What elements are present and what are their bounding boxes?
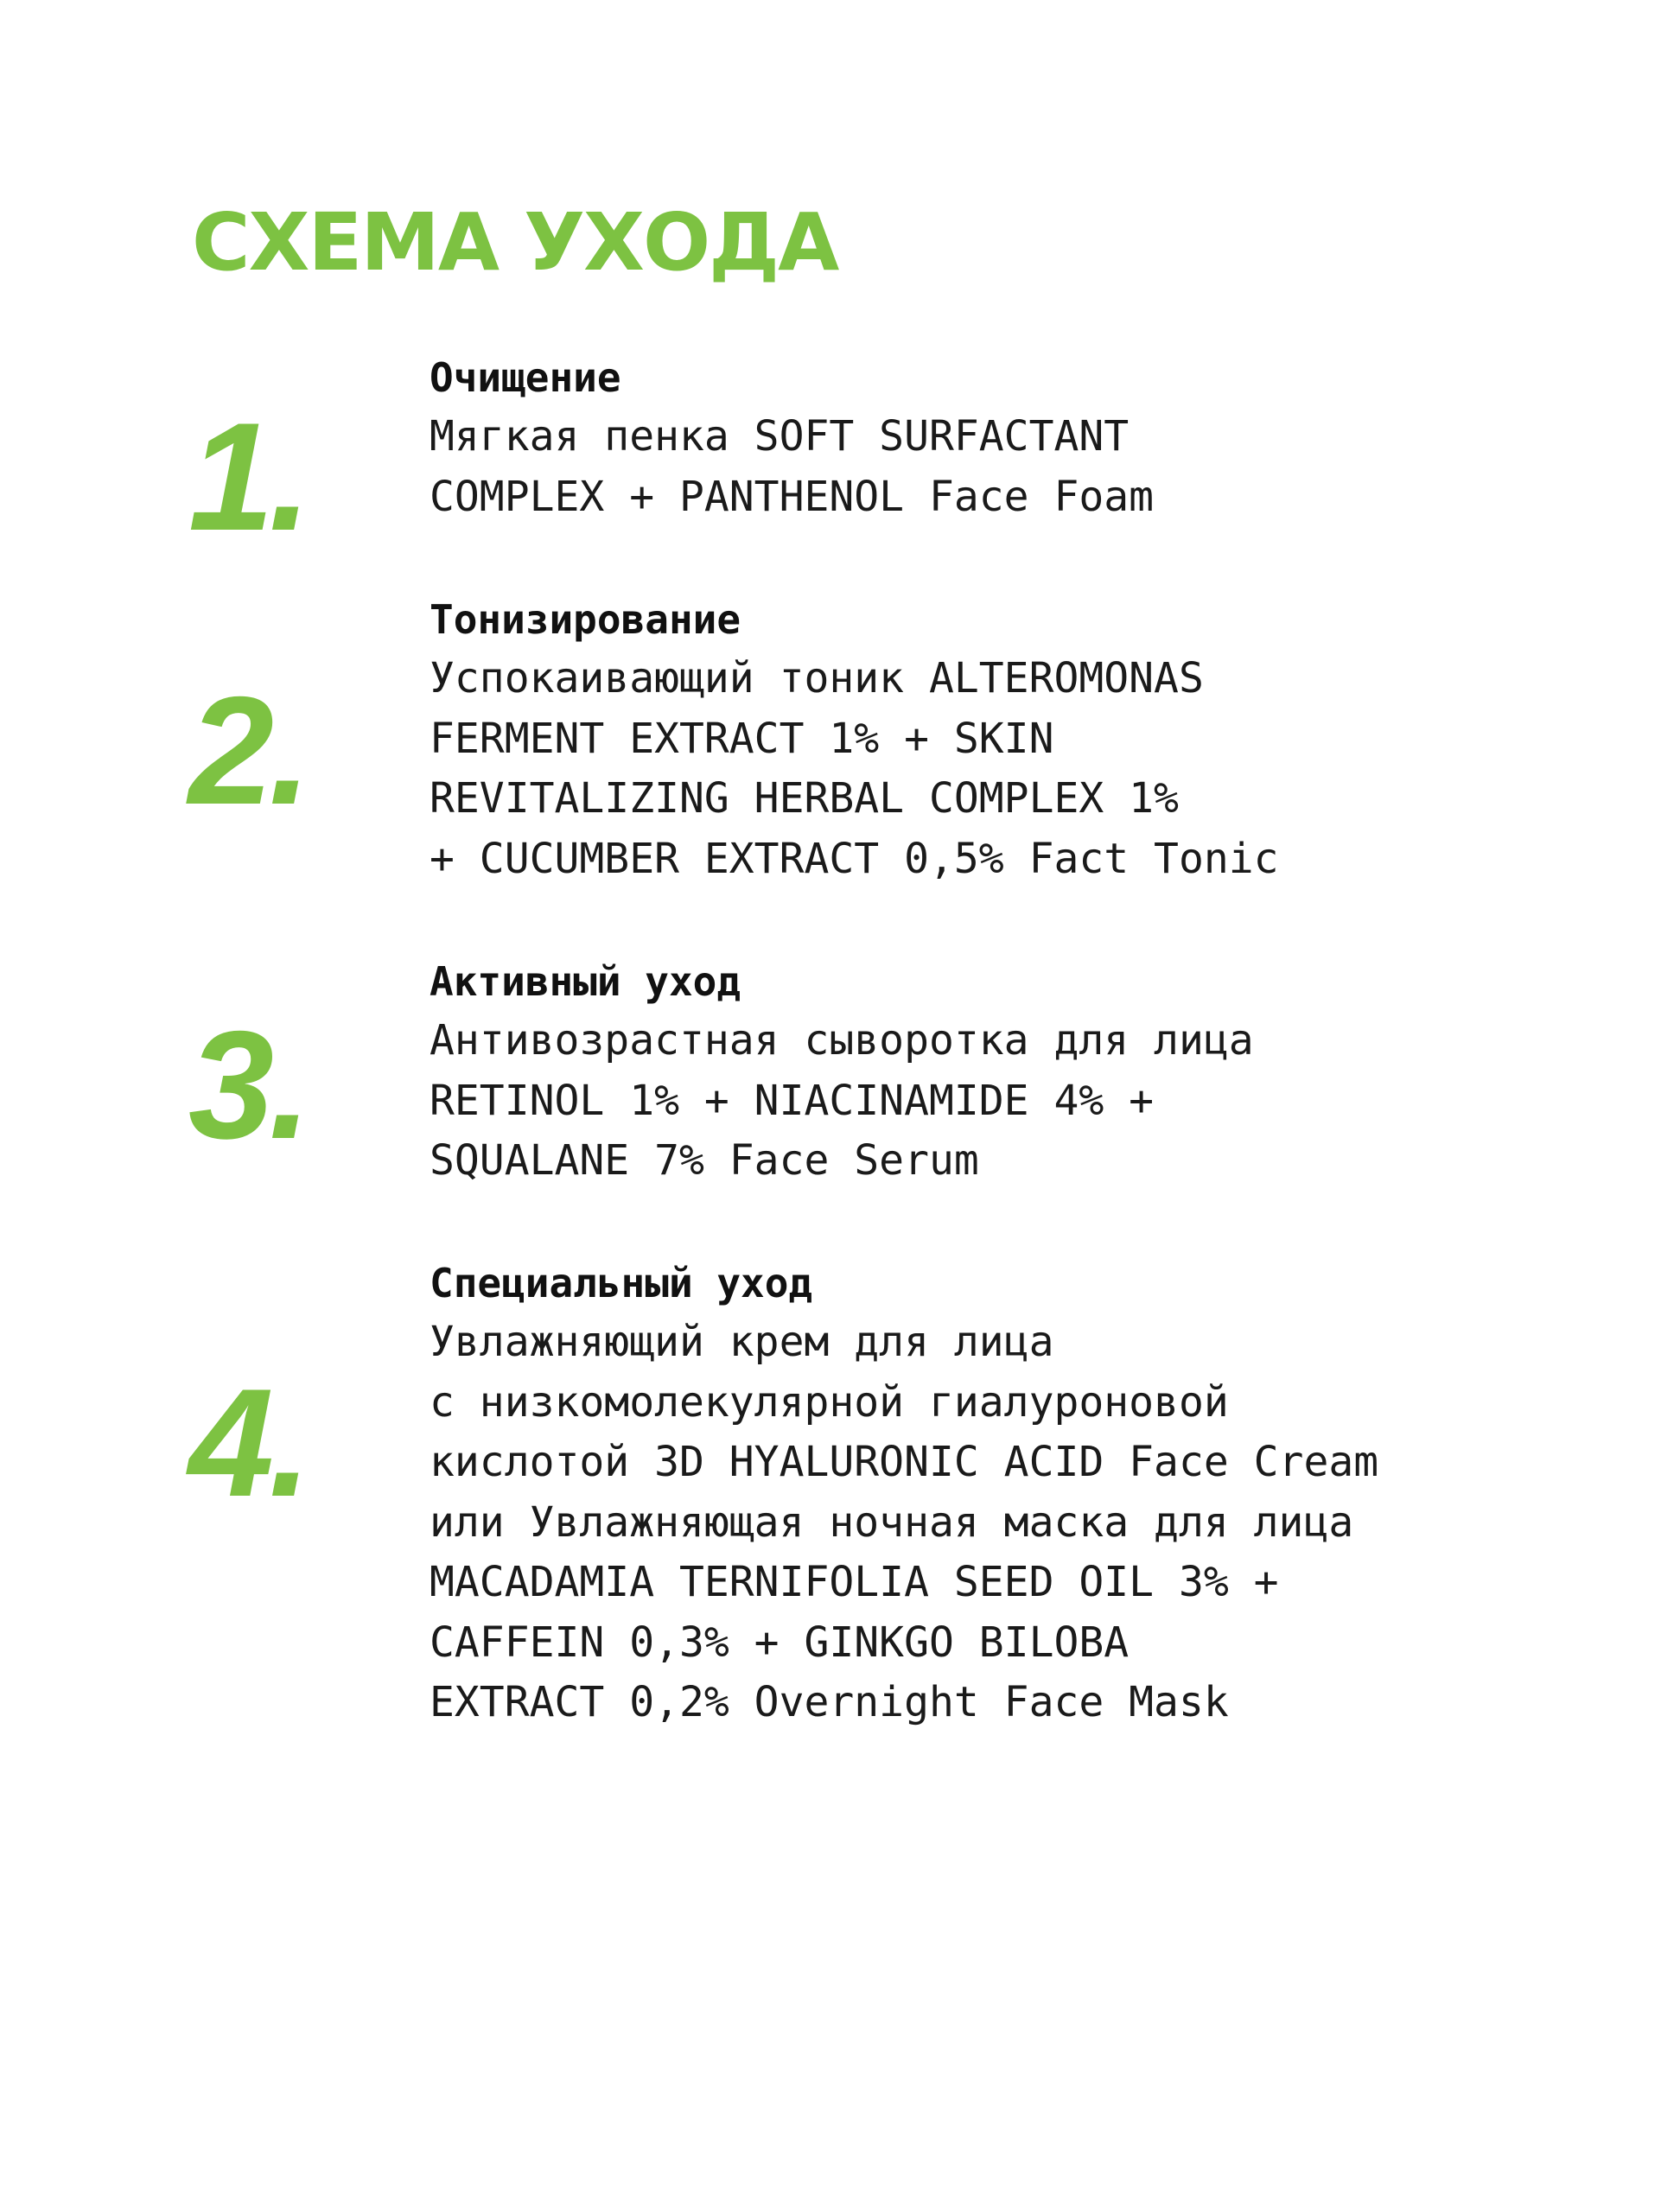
description-line: Увлажняющий крем для лица	[430, 1318, 1054, 1366]
step-number: 2.	[188, 664, 307, 836]
step-number: 3.	[188, 999, 307, 1171]
description-line: Успокаивающий тоник ALTEROMONAS	[430, 654, 1204, 702]
step-number: 4.	[188, 1357, 307, 1529]
description-line: Мягкая пенка SOFT SURFACTANT	[430, 412, 1130, 461]
step-number: 1.	[188, 391, 307, 563]
description-line: CAFFEIN 0,3% + GINKGO BILOBA	[430, 1618, 1130, 1667]
description-line: MACADAMIA TERNIFOLIA SEED OIL 3% +	[430, 1558, 1279, 1606]
step-description	[430, 1313, 1378, 1733]
description-line: SQUALANE 7% Face Serum	[430, 1136, 979, 1185]
description-line: или Увлажняющая ночная маска для лица	[430, 1497, 1354, 1547]
step-heading: Специальный уход	[430, 1260, 813, 1306]
step-description	[430, 649, 1279, 889]
step-heading: Очищение	[430, 354, 621, 401]
description-line: COMPLEX + PANTHENOL Face Foam	[430, 472, 1155, 521]
step-heading: Активный уход	[430, 958, 741, 1005]
description-line: EXTRACT 0,2% Overnight Face Mask	[430, 1678, 1229, 1726]
description-line: кислотой 3D HYALURONIC ACID Face Cream	[430, 1438, 1379, 1486]
description-line: FERMENT EXTRACT 1% + SKIN	[430, 714, 1054, 763]
page-title: СХЕМА УХОДА	[192, 196, 838, 289]
step-heading: Тонизирование	[430, 596, 741, 643]
step-description	[430, 407, 1154, 527]
description-line: REVITALIZING HERBAL COMPLEX 1%	[430, 774, 1179, 823]
step-description	[430, 1011, 1254, 1192]
description-line: Антивозрастная сыворотка для лица	[430, 1016, 1254, 1065]
description-line: с низкомолекулярной гиалуроновой	[430, 1377, 1229, 1427]
description-line: RETINOL 1% + NIACINAMIDE 4% +	[430, 1076, 1155, 1125]
description-line: + CUCUMBER EXTRACT 0,5% Fact Tonic	[430, 834, 1279, 883]
